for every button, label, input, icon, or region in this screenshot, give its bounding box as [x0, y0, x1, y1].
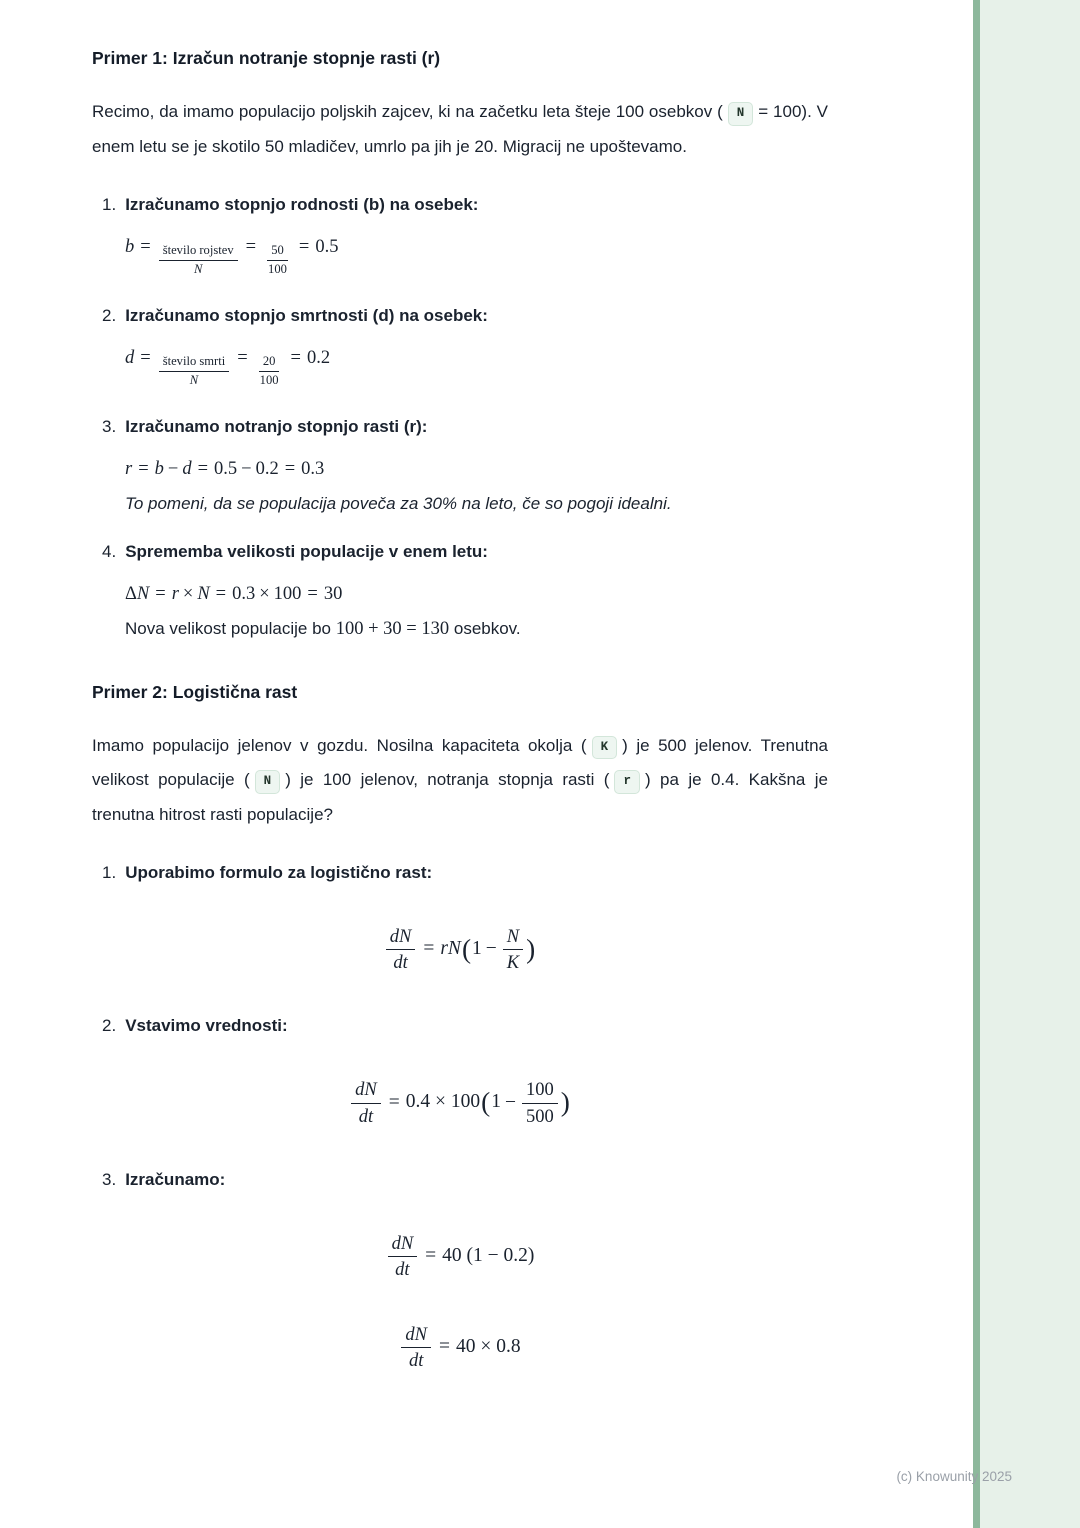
primer2-intro-paragraph: [92, 729, 828, 834]
step-number: 2.: [102, 305, 117, 325]
math-token: dt: [408, 1350, 424, 1372]
step-number: 2.: [102, 1016, 117, 1036]
step-2-insert-values: [92, 1016, 828, 1036]
math-fraction-dn-dt: [351, 1078, 381, 1127]
math-token: 0.5: [214, 458, 238, 479]
math-token: 50: [267, 243, 288, 261]
math-token: b: [154, 458, 164, 479]
math-token: dt: [358, 1105, 374, 1127]
math-token: 0.5: [315, 236, 339, 257]
nova-text-part2: osebkov.: [453, 618, 521, 638]
math-token: dt: [395, 1258, 410, 1280]
step-title: Vstavimo vrednosti:: [125, 1016, 288, 1036]
math-token: (: [481, 1086, 491, 1117]
step-1-logistic-formula: [92, 863, 828, 883]
math-token: 0.2: [306, 347, 331, 368]
math-token: =: [438, 1336, 450, 1358]
math-token: r: [171, 583, 179, 604]
math-token: b: [125, 236, 135, 257]
math-token: (: [461, 933, 472, 964]
step-title: Izračunamo:: [125, 1169, 226, 1189]
math-fraction-dn-dt: [401, 1323, 431, 1372]
formula-calculation-2: [92, 1323, 828, 1372]
math-token: =: [423, 938, 435, 960]
code-badge-k: K: [592, 736, 618, 760]
math-token: N: [189, 372, 199, 387]
step-3-calculate: [92, 1170, 828, 1190]
intro-text-part2: = 100). V enem letu se je skotilo 50 mladičev, umrlo pa jih je 20. Migracij ne upoštevamo.: [92, 102, 828, 156]
math-token: =: [307, 583, 318, 604]
math-token: ): [526, 933, 536, 964]
formula-death-rate: [125, 348, 828, 389]
step-number: 1.: [102, 194, 117, 214]
math-fraction-100-500: [522, 1078, 558, 1127]
math-fraction-dn-dt: [386, 925, 416, 974]
math-token: −: [504, 1091, 516, 1113]
decorative-green-line: [973, 0, 980, 1528]
math-token: d: [125, 347, 135, 368]
math-token: =: [237, 347, 248, 368]
step-title: Izračunamo notranjo stopnjo rasti (r):: [125, 416, 428, 436]
step-number: 4.: [102, 541, 117, 561]
math-token: =: [215, 583, 227, 604]
step-4-population-change: [92, 542, 828, 562]
math-token: dN: [351, 1078, 381, 1103]
math-token: −: [167, 458, 179, 479]
math-token: =: [298, 236, 310, 257]
decorative-green-stripe: [980, 0, 1080, 1528]
math-token: rN: [440, 938, 461, 960]
new-population-line: [125, 619, 828, 640]
math-token: =: [140, 347, 151, 368]
math-token: =: [425, 1244, 437, 1266]
primer2-title: Primer 2: Logistična rast: [92, 681, 298, 702]
math-token: d: [182, 458, 192, 479]
intro-text-part2: ) je 500 jelenov. Trenutna velikost populacije (: [92, 735, 828, 790]
code-badge-r: r: [614, 770, 640, 794]
math-token: N: [197, 583, 210, 604]
math-token: 500: [525, 1105, 554, 1127]
step-number: 3.: [102, 416, 117, 436]
math-token: 100: [259, 372, 279, 387]
math-token: 1: [472, 938, 482, 960]
intro-text-part4: ) pa je 0.4. Kakšna je trenutna hitrost rasti populacije?: [92, 770, 828, 825]
math-token: 0.2: [255, 458, 279, 479]
math-token: =: [290, 347, 301, 368]
step-title: Izračunamo stopnjo rodnosti (b) na osebek:: [125, 194, 479, 214]
math-token: 100: [522, 1078, 558, 1103]
intro-text-part1: Imamo populacijo jelenov v gozdu. Nosilna kapaciteta okolja (: [92, 735, 587, 755]
intro-text-part1: Recimo, da imamo populacijo poljskih zajcev, ki na začetku leta šteje 100 osebkov (: [92, 102, 723, 121]
math-token: 100: [268, 261, 287, 276]
math-token: 30: [323, 583, 343, 604]
math-token: 40 × 0.8: [455, 1336, 521, 1358]
math-token: dN: [386, 925, 416, 950]
math-token: ×: [259, 583, 270, 604]
nova-text-part1: Nova velikost populacije bo: [125, 618, 332, 638]
step-title: Sprememba velikosti populacije v enem letu:: [125, 541, 488, 561]
math-token: r: [125, 458, 133, 479]
math-token: ×: [182, 583, 194, 604]
math-token: 0.4 × 100: [405, 1091, 481, 1113]
math-token: 1: [491, 1091, 501, 1113]
step-number: 1.: [102, 863, 117, 883]
math-fraction: [159, 354, 230, 388]
math-token: =: [245, 236, 257, 257]
primer1-intro-paragraph: [92, 95, 828, 165]
math-token: N: [503, 925, 523, 950]
math-token: dt: [393, 952, 408, 974]
formula-birth-rate: [125, 237, 828, 278]
step-2-death-rate: [92, 306, 828, 326]
step-1-birth-rate: [92, 195, 828, 215]
code-badge-n: N: [728, 102, 754, 126]
math-token: 0.3: [232, 583, 256, 604]
document-content: [92, 0, 828, 1372]
math-fraction: [159, 243, 238, 277]
math-token: −: [485, 938, 497, 960]
math-fraction: [264, 243, 291, 277]
step-title: Izračunamo stopnjo smrtnosti (d) na osebek:: [125, 305, 488, 325]
math-token: N: [193, 261, 203, 276]
intro-text-part3: ) je 100 jelenov, notranja stopnja rasti (: [285, 770, 610, 790]
math-token: 20: [259, 354, 280, 372]
math-fraction: [256, 354, 283, 388]
step-3-growth-rate: [92, 417, 828, 437]
math-token: število smrti: [159, 354, 230, 372]
math-token: =: [140, 236, 151, 257]
growth-rate-note: To pomeni, da se populacija poveča za 30% na leto, če so pogoji idealni.: [125, 493, 672, 513]
math-token: 0.3: [301, 458, 325, 479]
copyright-watermark: (c) Knowunity 2025: [896, 1469, 1012, 1484]
math-token: dN: [401, 1323, 431, 1348]
math-token: število rojstev: [159, 243, 238, 261]
math-token: N: [136, 583, 150, 604]
step-number: 3.: [102, 1169, 117, 1189]
nova-math: 100 + 30 = 130: [335, 618, 450, 639]
step-title: Uporabimo formulo za logistično rast:: [125, 863, 433, 883]
math-token: =: [284, 458, 296, 479]
math-token: dN: [388, 1232, 418, 1257]
formula-inserted-values: [92, 1078, 828, 1127]
math-token: ): [560, 1086, 570, 1117]
formula-calculation-1: [92, 1232, 828, 1281]
math-token: =: [388, 1091, 400, 1113]
formula-logistic-growth: [92, 925, 828, 974]
math-token: Δ: [125, 583, 137, 604]
formula-growth-rate: [125, 459, 828, 480]
math-token: =: [197, 458, 209, 479]
math-token: K: [506, 952, 520, 974]
math-token: =: [138, 458, 149, 479]
code-badge-n: N: [255, 770, 281, 794]
formula-population-change: [125, 584, 828, 605]
math-token: =: [155, 583, 166, 604]
math-token: 100: [273, 583, 302, 604]
primer1-title: Primer 1: Izračun notranje stopnje rasti (r): [92, 48, 441, 68]
math-fraction-dn-dt: [388, 1232, 418, 1281]
math-token: −: [241, 458, 252, 479]
math-fraction-n-k: [503, 925, 523, 974]
math-token: 40 (1 − 0.2): [442, 1244, 535, 1266]
